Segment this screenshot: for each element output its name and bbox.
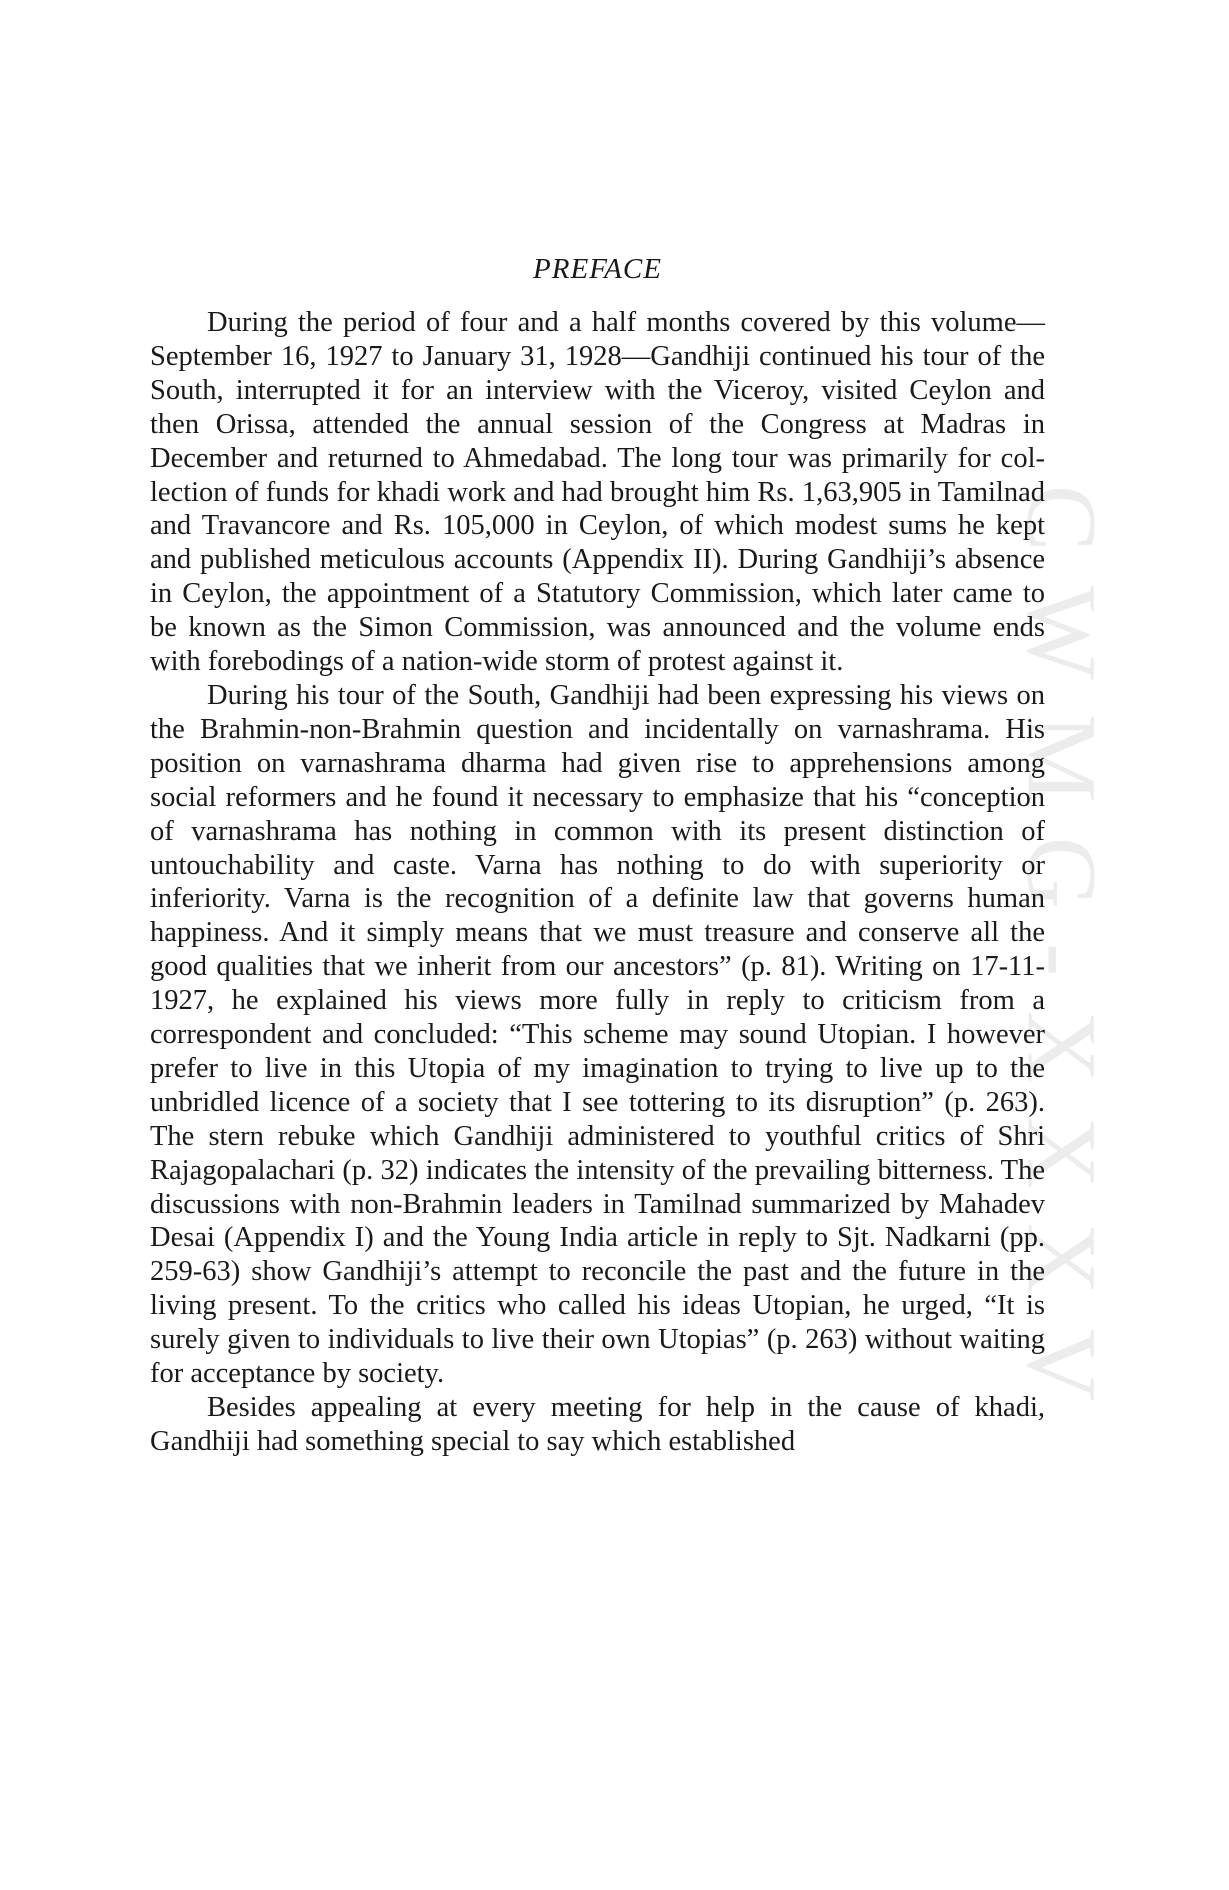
page-title: PREFACE xyxy=(533,253,662,285)
paragraph-1: During the period of four and a half months covered by this volume—September 16, 1927 to January 31, 1928—Gandhiji continued his tour of the South, interrupted it for an interview with the Viceroy, visited Ceylon and then Orissa, attended the annual session of the Congress at Madras in December and returned to Ahmedabad. The long tour was primarily for collection of funds for khadi work and had brought him Rs. 1,63,905 in Tamilnad and Travancore and Rs. 105,000 in Ceylon, of which modest sums he kept and published meticulous accounts (Appendix II). During Gandhiji’s absence in Ceylon, the appointment of a Statutory Commission, which later came to be known as the Simon Commission, was announced and the volume ends with forebodings of a nation-wide storm of protest against it. xyxy=(150,307,1045,678)
page-body xyxy=(150,252,1045,1459)
watermark: CWMG-XXXV xyxy=(1006,484,1118,1436)
paragraph-3: Besides appealing at every meeting for help in the cause of khadi, Gandhiji had something special to say which established xyxy=(150,1392,1045,1457)
paragraph-2: During his tour of the South, Gandhiji had been expressing his views on the Brahmin-non-Brahmin question and incidentally on varnashrama. His position on varnashrama dharma had given rise to apprehensions among social reformers and he found it necessary to emphasize that his “conception of varnashrama has nothing in common with its present distinction of untouchability and caste. Varna has nothing to do with superiority or inferiority. Varna is the recognition of a definite law that governs human happiness. And it simply means that we must treasure and conserve all the good qualities that we inherit from our ancestors” (p. 81). Writing on 17-11-1927, he explained his views more fully in reply to criticism from a correspondent and concluded: “This scheme may sound Utopian. I however prefer to live in this Utopia of my imagination to trying to live up to the unbridled licence of a society that I see tottering to its disruption” (p. 263). The stern rebuke which Gandhiji administered to youthful critics of Shri Rajagopalachari (p. 32) indicates the intensity of the prevailing bitterness. The discussions with non-Brahmin leaders in Tamilnad summarized by Mahadev Desai (Appendix I) and the Young India article in reply to Sjt. Nadkarni (pp. 259-63) show Gandhiji’s attempt to reconcile the past and the future in the living present. To the critics who called his ideas Utopian, he urged, “It is surely given to individuals to live their own Utopias” (p. 263) without waiting for acceptance by society. xyxy=(150,679,1045,1390)
